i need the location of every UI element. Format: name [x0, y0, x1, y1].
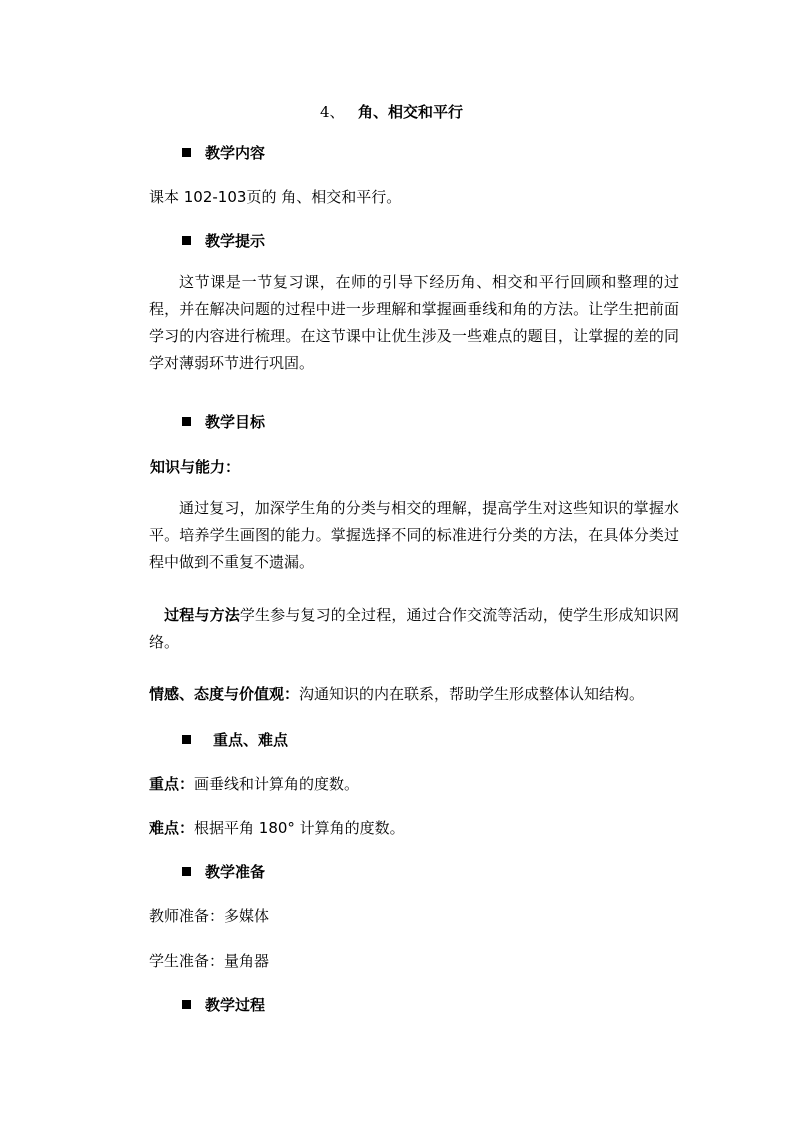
bullet-square-icon	[182, 236, 191, 245]
heading-teaching-tips	[182, 230, 265, 252]
document-title	[320, 101, 463, 123]
emotion-label: 情感、态度与价值观：	[149, 685, 300, 703]
difficulty-text: 根据平角 180° 计算角的度数。	[194, 819, 405, 837]
title-text: 角、相交和平行	[358, 103, 464, 121]
difficulty-label: 难点：	[149, 819, 195, 837]
heading-key-points	[182, 729, 288, 751]
emotion-text: 沟通知识的内在联系，帮助学生形成整体认知结构。	[299, 685, 645, 703]
key-label: 重点：	[149, 775, 195, 793]
bullet-square-icon	[182, 867, 191, 876]
emotion-line	[149, 683, 644, 705]
bullet-square-icon	[182, 735, 191, 744]
heading-text: 教学目标	[205, 413, 266, 431]
heading-teaching-prep	[182, 861, 265, 883]
tips-paragraph: 这节课是一节复习课，在师的引导下经历角、相交和平行回顾和整理的过程，并在解决问题的过程中进一步理解和掌握画垂线和角的方法。让学生把前面学习的内容进行梳理。在这节课中让优生涉及一些难点的题目，让掌握的差的同学对薄弱环节进行巩固。	[149, 273, 679, 372]
heading-text: 重点、难点	[213, 731, 289, 749]
key-text: 画垂线和计算角的度数。	[194, 775, 360, 793]
title-number: 4、	[320, 103, 345, 121]
process-label: 过程与方法	[164, 606, 240, 624]
heading-teaching-process	[182, 994, 265, 1016]
process-paragraph	[149, 602, 679, 656]
content-text: 课本 102-103页的 角、相交和平行。	[149, 188, 402, 206]
bullet-square-icon	[182, 1000, 191, 1009]
knowledge-paragraph: 通过复习，加深学生角的分类与相交的理解，提高学生对这些知识的掌握水平。培养学生画图的能力。掌握选择不同的标准进行分类的方法，在具体分类过程中做到不重复不遗漏。	[149, 499, 679, 571]
key-point-line	[149, 773, 359, 795]
student-prep: 学生准备：量角器	[149, 952, 270, 970]
heading-text: 教学过程	[205, 996, 266, 1014]
bullet-square-icon	[182, 148, 191, 157]
heading-text: 教学准备	[205, 863, 266, 881]
knowledge-label: 知识与能力：	[150, 458, 241, 476]
heading-text: 教学内容	[205, 144, 266, 162]
process-text: 学生参与复习的全过程，通过合作交流等活动，使学生形成知识网络。	[149, 606, 679, 651]
teacher-prep: 教师准备：多媒体	[149, 907, 270, 925]
heading-teaching-content	[182, 142, 265, 164]
bullet-square-icon	[182, 417, 191, 426]
heading-text: 教学提示	[205, 232, 266, 250]
heading-teaching-goals	[182, 411, 265, 433]
difficulty-line	[149, 817, 405, 839]
